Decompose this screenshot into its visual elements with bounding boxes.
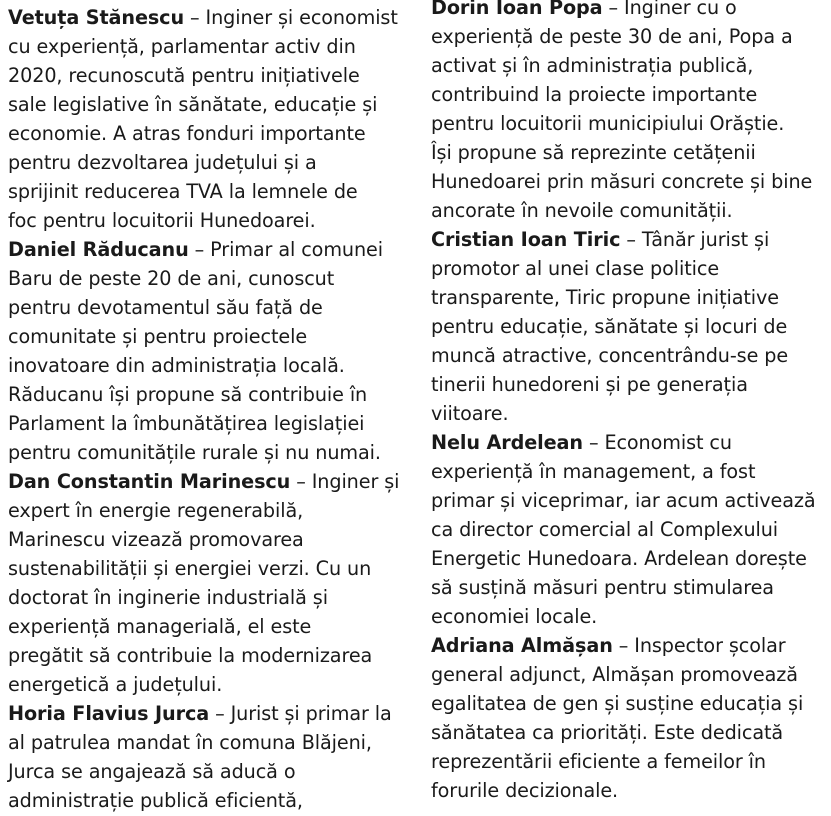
entry-text: Energetic Hunedoara. Ardelean dorește [431,547,807,570]
entry-text: transparente, Tiric propune inițiative [431,286,779,309]
entry-text: sustenabilității și energiei verzi. Cu un [8,557,372,580]
entry-text: experiență de peste 30 de ani, Popa a [431,25,793,48]
entry-text: pregătit să contribuie la modernizarea [8,644,373,667]
candidate-entry [431,428,831,631]
entry-text: pentru educație, sănătate și locuri de [431,315,788,338]
entry-text: general adjunct, Almășan promovează [431,663,798,686]
entry-text: pentru comunitățile rurale și nu numai. [8,441,381,464]
entry-first-line [431,0,831,22]
entry-text: – Inginer și [290,470,400,493]
entry-text: economiei locale. [431,605,598,628]
candidate-entry [8,235,408,467]
entry-text: Își propune să reprezinte cetățenii [431,141,756,164]
entry-text: – Inginer și economist [184,6,398,29]
entry-text: inovatoare din administrația locală. [8,354,345,377]
entry-text: pentru locuitorii municipiului Orăștie. [431,112,785,135]
entry-text: – Inspector școlar [612,634,786,657]
candidate-name: Nelu Ardelean [431,431,583,454]
entry-text: sănătatea ca priorități. Este dedicată [431,721,784,744]
entry-text: al patrulea mandat în comuna Blăjeni, [8,731,372,754]
entry-text: ancorate în nevoile comunității. [431,199,733,222]
entry-text: sprijinit reducerea TVA la lemnele de [8,180,358,203]
right-column [431,0,831,805]
entry-text: ca director comercial al Complexului [431,518,779,541]
entry-text: primar și viceprimar, iar acum activează [431,489,816,512]
candidate-name: Dan Constantin Marinescu [8,470,291,493]
entry-text: – Primar al comunei [188,238,383,261]
entry-text: economie. A atras fonduri importante [8,122,366,145]
entry-text: energetică a județului. [8,673,223,696]
entry-text: Marinescu vizează promovarea [8,528,304,551]
entry-text: cu experiență, parlamentar activ din [8,35,356,58]
entry-first-line [431,428,831,457]
entry-text: forurile decizionale. [431,779,619,802]
entry-text: promotor al unei clase politice [431,257,720,280]
entry-text: – Economist cu [582,431,732,454]
entry-text: Jurca se angajează să aducă o [8,760,296,783]
entry-text: experiență în management, a fost [431,460,756,483]
entry-text: Parlament la îmbunătățirea legislației [8,412,365,435]
candidate-name: Cristian Ioan Tiric [431,228,621,251]
entry-text: să susțină măsuri pentru stimularea [431,576,774,599]
entry-text: activat și în administrația publică, [431,54,754,77]
candidate-entry [431,0,831,225]
entry-text: experiență managerială, el este [8,615,312,638]
candidate-entry [8,467,408,699]
entry-text: pentru dezvoltarea județului și a [8,151,317,174]
entry-text: Răducanu își propune să contribuie în [8,383,368,406]
entry-text: sale legislative în sănătate, educație și [8,93,378,116]
entry-text: muncă atractive, concentrându-se pe [431,344,789,367]
entry-first-line [8,467,408,496]
entry-text: contribuind la proiecte importante [431,83,758,106]
entry-first-line [8,699,408,728]
entry-text: doctorat în inginerie industrială și [8,586,328,609]
entry-text: – Jurist și primar la [209,702,392,725]
candidate-entry [431,631,831,805]
entry-text: reprezentării eficiente a femeilor în [431,750,766,773]
entry-text: – Tânăr jurist și [620,228,770,251]
entry-text: pentru devotamentul său față de [8,296,323,319]
entry-text: egalitatea de gen și susține educația și [431,692,804,715]
entry-first-line [431,225,831,254]
entry-first-line [8,235,408,264]
candidate-name: Dorin Ioan Popa [431,0,603,19]
candidate-entry [431,225,831,428]
entry-text: Hunedoarei prin măsuri concrete și bine [431,170,813,193]
entry-text: administrație publică eficientă, [8,789,303,812]
candidate-name: Adriana Almășan [431,634,613,657]
entry-text: comunitate și pentru proiectele [8,325,308,348]
entry-text: expert în energie regenerabilă, [8,499,304,522]
entry-text: 2020, recunoscută pentru inițiativele [8,64,360,87]
entry-first-line [431,631,831,660]
entry-text: tinerii hunedoreni și pe generația [431,373,748,396]
left-column [8,3,408,815]
candidate-entry [8,3,408,235]
entry-text: Baru de peste 20 de ani, cunoscut [8,267,335,290]
candidate-name: Vetuța Stănescu [8,6,185,29]
entry-text: foc pentru locuitorii Hunedoarei. [8,209,316,232]
entry-text: viitoare. [431,402,509,425]
entry-text: – Inginer cu o [602,0,737,19]
entry-first-line [8,3,408,32]
candidate-name: Horia Flavius Jurca [8,702,210,725]
candidate-entry [8,699,408,815]
candidate-name: Daniel Răducanu [8,238,189,261]
